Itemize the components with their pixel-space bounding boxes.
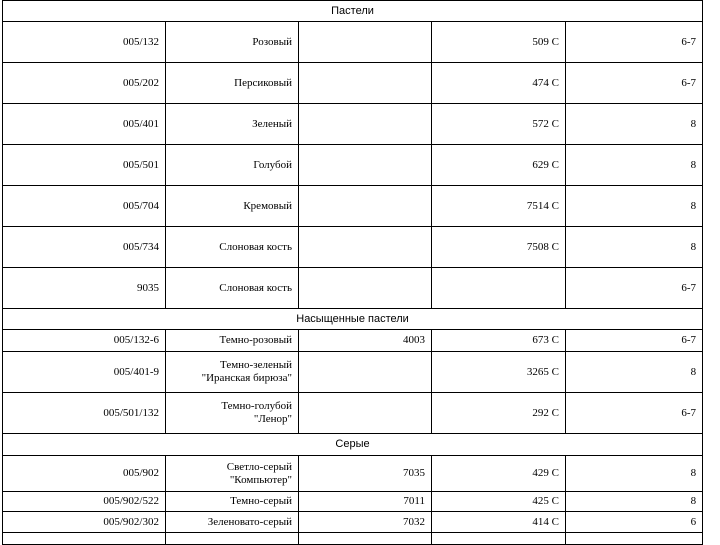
code-cell: 005/734 [3,227,166,268]
level-cell: 6-7 [566,63,703,104]
level-cell: 6-7 [566,330,703,352]
level-cell: 6-7 [566,268,703,309]
level-cell: 8 [566,186,703,227]
level-cell: 6-7 [566,22,703,63]
level-cell: 6-7 [566,393,703,434]
code-cell: 005/902/522 [3,492,166,512]
table-row [3,456,703,492]
color-name-cell: Темно-голубой "Ленор" [166,393,299,434]
ral-cell [299,186,432,227]
section-title: Насыщенные пастели [3,309,703,330]
code-cell: 005/401-9 [3,352,166,393]
empty-cell [3,533,166,545]
color-name-cell: Голубой [166,145,299,186]
color-name-cell: Темно-серый [166,492,299,512]
color-name-cell: Светло-серый "Компьютер" [166,456,299,492]
table-row [3,330,703,352]
color-table [2,0,703,545]
table-row [3,533,703,545]
level-cell: 8 [566,104,703,145]
table-row [3,352,703,393]
pantone-cell: 7514 C [432,186,566,227]
table-row [3,186,703,227]
section-title: Серые [3,434,703,456]
color-name-cell: Зеленовато-серый [166,512,299,533]
level-cell: 8 [566,492,703,512]
color-name-cell: Слоновая кость [166,268,299,309]
code-cell: 9035 [3,268,166,309]
table-row [3,268,703,309]
pantone-cell: 474 C [432,63,566,104]
level-cell: 8 [566,227,703,268]
code-cell: 005/501/132 [3,393,166,434]
ral-cell [299,145,432,186]
code-cell: 005/902/302 [3,512,166,533]
code-cell: 005/132 [3,22,166,63]
code-cell: 005/704 [3,186,166,227]
level-cell: 8 [566,456,703,492]
ral-cell [299,393,432,434]
color-name-cell: Слоновая кость [166,227,299,268]
table-row [3,393,703,434]
section-header-row [3,309,703,330]
table-row [3,63,703,104]
ral-cell: 4003 [299,330,432,352]
color-name-cell: Персиковый [166,63,299,104]
color-name-cell: Кремовый [166,186,299,227]
table-row [3,492,703,512]
pantone-cell: 629 C [432,145,566,186]
ral-cell [299,352,432,393]
table-row [3,22,703,63]
pantone-cell: 673 C [432,330,566,352]
section-header-row [3,1,703,22]
pantone-cell: 429 C [432,456,566,492]
level-cell: 8 [566,145,703,186]
empty-cell [166,533,299,545]
code-cell: 005/401 [3,104,166,145]
section-title: Пастели [3,1,703,22]
ral-cell [299,63,432,104]
table-row [3,145,703,186]
pantone-cell: 572 C [432,104,566,145]
table-row [3,104,703,145]
color-name-cell: Темно-розовый [166,330,299,352]
pantone-cell: 7508 C [432,227,566,268]
pantone-cell [432,268,566,309]
table-row [3,512,703,533]
code-cell: 005/132-6 [3,330,166,352]
pantone-cell: 509 C [432,22,566,63]
ral-cell: 7011 [299,492,432,512]
pantone-cell: 3265 C [432,352,566,393]
ral-cell [299,104,432,145]
ral-cell [299,227,432,268]
table-row [3,227,703,268]
color-name-cell: Розовый [166,22,299,63]
ral-cell: 7032 [299,512,432,533]
code-cell: 005/902 [3,456,166,492]
code-cell: 005/202 [3,63,166,104]
level-cell: 8 [566,352,703,393]
ral-cell: 7035 [299,456,432,492]
color-name-cell: Темно-зеленый "Иранская бирюза" [166,352,299,393]
pantone-cell: 414 C [432,512,566,533]
section-header-row [3,434,703,456]
code-cell: 005/501 [3,145,166,186]
ral-cell [299,22,432,63]
level-cell: 6 [566,512,703,533]
empty-cell [299,533,432,545]
empty-cell [566,533,703,545]
color-name-cell: Зеленый [166,104,299,145]
pantone-cell: 425 C [432,492,566,512]
empty-cell [432,533,566,545]
pantone-cell: 292 C [432,393,566,434]
ral-cell [299,268,432,309]
